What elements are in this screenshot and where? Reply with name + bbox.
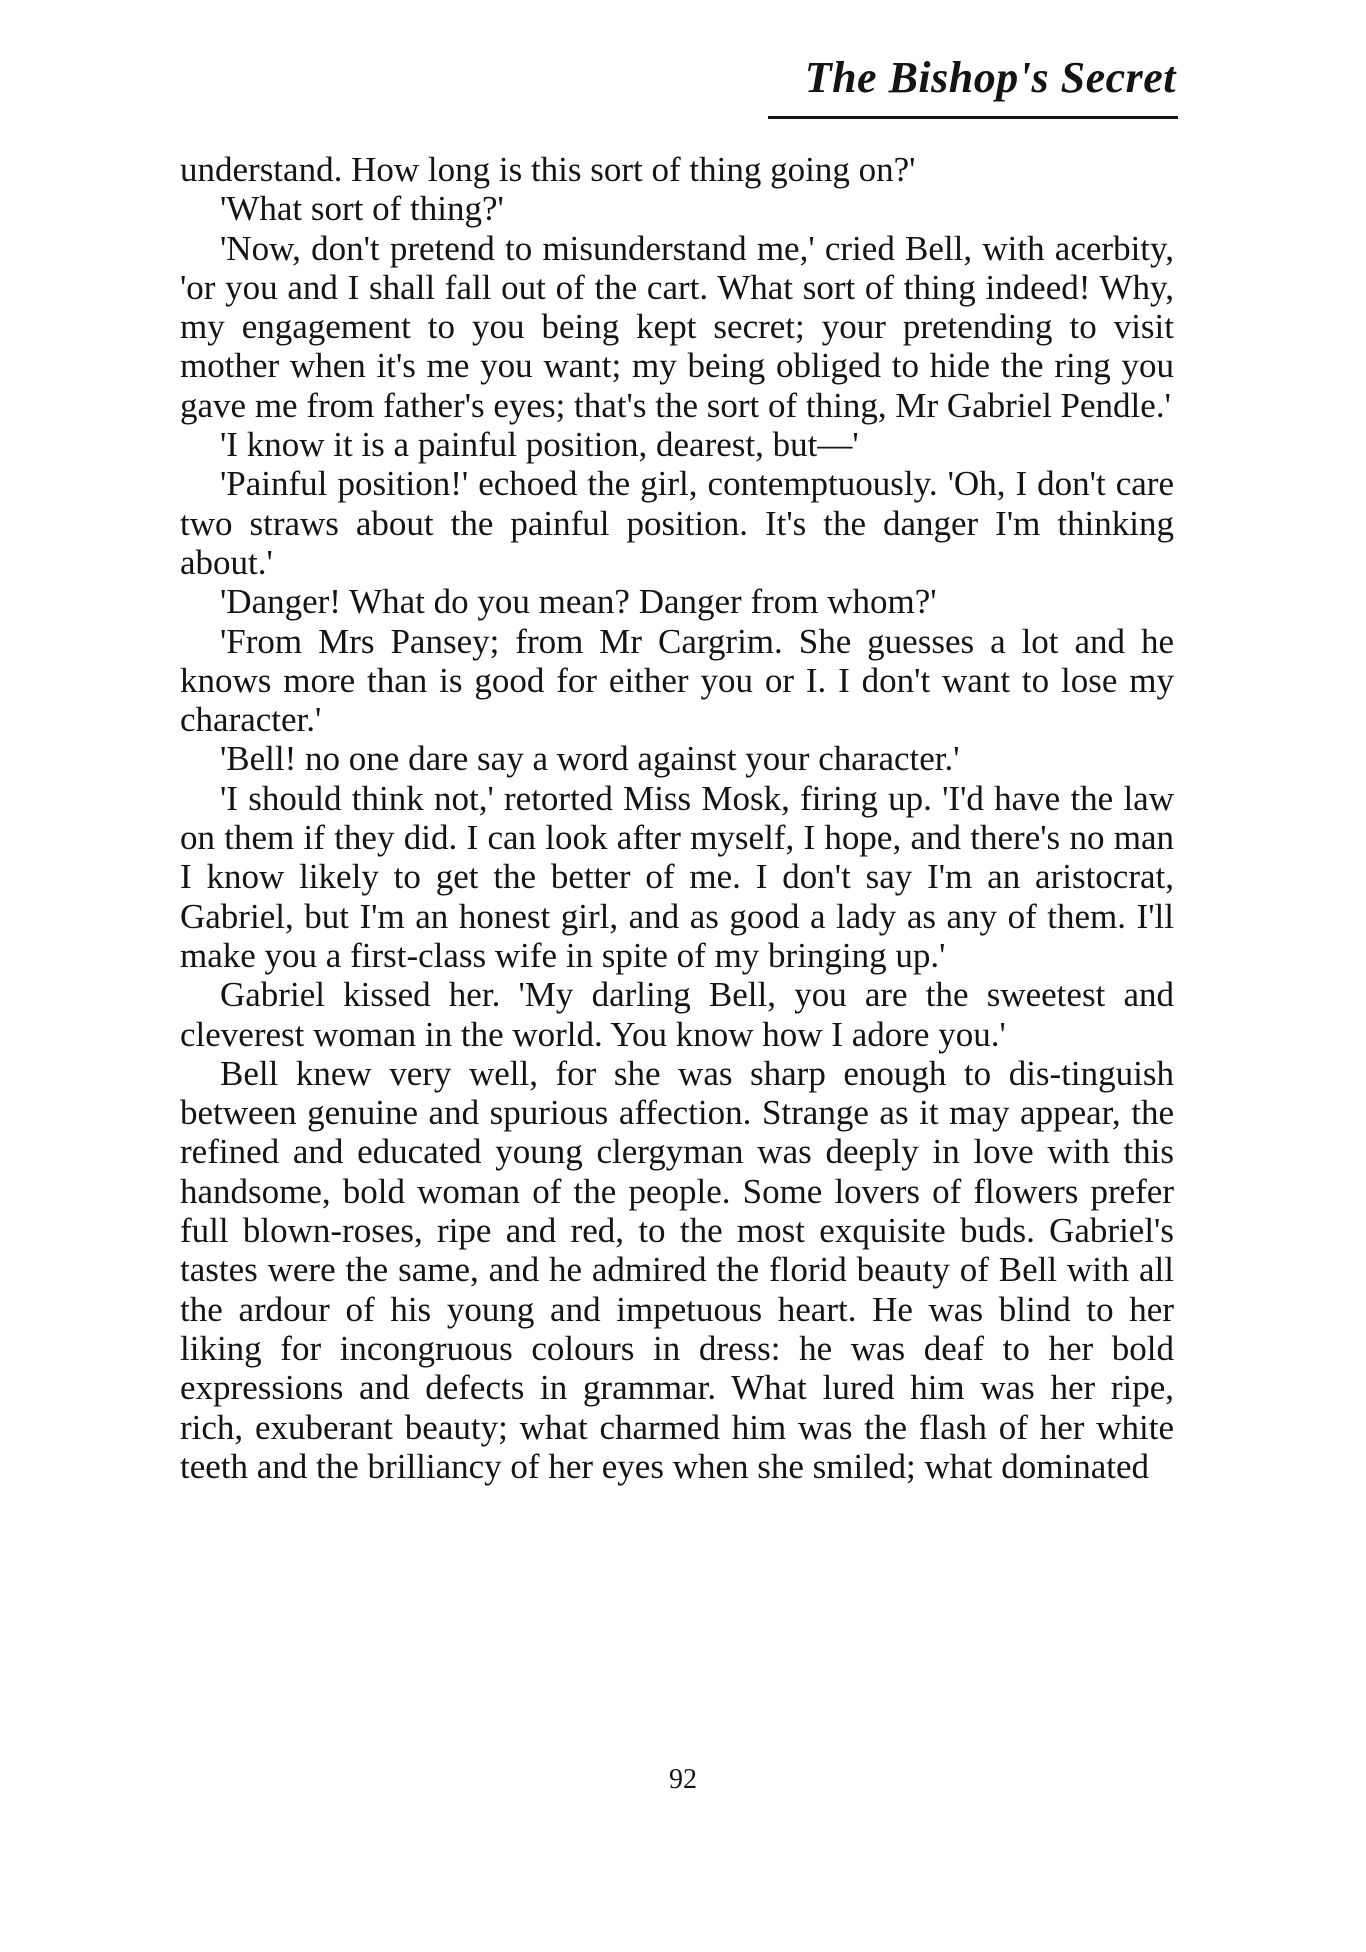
paragraph: 'From Mrs Pansey; from Mr Cargrim. She guesses a lot and he knows more than is good for either you or I. I don't want to lose my character.' — [180, 621, 1174, 740]
paragraph: 'Danger! What do you mean? Danger from whom?' — [220, 582, 937, 622]
paragraph: 'I know it is a painful position, dearest, but—' — [220, 425, 859, 465]
header-rule — [768, 116, 1178, 119]
paragraph: understand. How long is this sort of thing going on?' — [180, 150, 916, 189]
paragraph: 'Bell! no one dare say a word against your character.' — [220, 739, 960, 779]
paragraph: 'Now, don't pretend to misunderstand me,' cried Bell, with acerbity, 'or you and I shall fall out of the cart. What sort of thing indeed! Why, my engagement to you being kept secret; your pretending to visit mother when it's me you want; my being obliged to hide the ring you gave me from father's eyes; that's the sort of thing, Mr Gabriel Pendle.' — [180, 228, 1174, 425]
paragraph: Bell knew very well, for she was sharp enough to dis-tinguish between genuine and spurious affection. Strange as it may appear, the refined and educated young clergyman was deeply in love with this handsome, bold woman of the people. Some lovers of flowers prefer full blown-roses, ripe and red, to the most exquisite buds. Gabriel's tastes were the same, and he admired the florid beauty of Bell with all the ardour of his young and impetuous heart. He was blind to her liking for incongruous colours in dress: he was deaf to her bold expressions and defects in grammar. What lured him was her ripe, rich, exuberant beauty; what charmed him was the flash of her white teeth and the brilliancy of her eyes when she smiled; what dominated — [180, 1053, 1174, 1486]
paragraph: Gabriel kissed her. 'My darling Bell, you are the sweetest and cleverest woman in the world. You know how I adore you.' — [180, 975, 1174, 1054]
page-number: 92 — [669, 1764, 697, 1795]
paragraph: 'What sort of thing?' — [220, 189, 504, 229]
body-text — [180, 150, 1174, 1486]
paragraph: 'I should think not,' retorted Miss Mosk, firing up. 'I'd have the law on them if they did. I can look after myself, I hope, and there's no man I know likely to get the better of me. I don't say I'm an aristocrat, Gabriel, but I'm an honest girl, and as good a lady as any of them. I'll make you a first-class wife in spite of my bringing up.' — [180, 778, 1174, 975]
paragraph: 'Painful position!' echoed the girl, contemptuously. 'Oh, I don't care two straws about the painful position. It's the danger I'm thinking about.' — [180, 464, 1174, 582]
running-header-title: The Bishop's Secret — [804, 53, 1176, 102]
